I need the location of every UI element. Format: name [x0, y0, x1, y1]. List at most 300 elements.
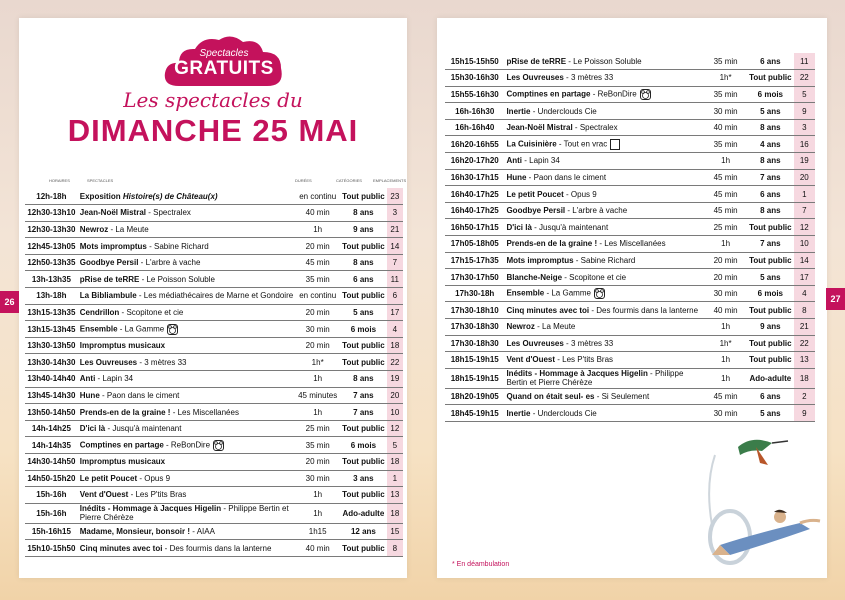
show-audience: 8 ans	[760, 156, 781, 166]
separator: -	[594, 392, 602, 402]
show-time: 15h10-15h50	[27, 543, 76, 553]
separator: -	[563, 73, 571, 83]
show-time: 18h20-19h05	[450, 392, 499, 402]
show-time: 13h30-13h50	[27, 341, 76, 351]
show-time: 13h30-14h30	[27, 357, 76, 367]
show-time: 14h30-14h50	[27, 457, 76, 467]
show-location: 2	[794, 388, 815, 405]
show-duration: 1h	[313, 407, 323, 417]
show-location: 20	[794, 169, 815, 186]
separator: -	[95, 374, 103, 384]
show-company: 3 mètres 33	[144, 357, 187, 367]
show-duration: 45 minutes	[298, 390, 338, 400]
show-title: Impromptus musicaux	[79, 341, 166, 351]
table-row	[25, 221, 403, 238]
show-title: Inédits - Hommage à Jacques Higelin	[79, 503, 222, 513]
show-title-cell	[504, 70, 704, 87]
show-time: 12h-18h	[36, 191, 67, 201]
show-time: 12h30-13h10	[27, 208, 76, 218]
separator: -	[597, 239, 605, 249]
show-time: 15h55-16h30	[450, 89, 499, 99]
show-audience: 4 ans	[760, 139, 781, 149]
show-title: Impromptus musicaux	[79, 457, 166, 467]
show-title-cell	[78, 321, 295, 338]
show-location: 8	[794, 302, 815, 319]
show-company: Spectralex	[153, 208, 191, 218]
table-row	[445, 153, 815, 170]
show-duration: 20 min	[305, 457, 330, 467]
show-title-cell	[78, 221, 295, 238]
show-location: 15	[387, 523, 403, 540]
show-location: 5	[794, 86, 815, 103]
show-duration: 40 min	[305, 208, 330, 218]
show-duration: 1h	[313, 374, 323, 384]
show-audience: Tout public	[342, 291, 385, 301]
separator: -	[531, 222, 540, 232]
separator: -	[162, 543, 170, 553]
show-title-cell	[504, 136, 704, 153]
show-company: Des fourmis dans la lanterne	[169, 543, 272, 553]
show-company: Philippe Bertin et Pierre Chérèze	[79, 503, 289, 523]
show-location: 3	[794, 119, 815, 136]
separator: -	[146, 241, 154, 251]
separator: -	[138, 258, 146, 268]
show-title-cell	[504, 86, 704, 103]
show-title-cell	[78, 540, 295, 557]
show-title-cell	[78, 271, 295, 288]
show-title: Ensemble	[79, 324, 118, 334]
show-audience: Tout public	[342, 357, 385, 367]
show-location: 22	[387, 354, 403, 371]
table-row	[445, 252, 815, 269]
separator: -	[170, 407, 178, 417]
column-headers	[29, 178, 407, 188]
show-duration: 1h	[721, 322, 731, 332]
separator: -	[589, 305, 597, 315]
show-duration: 45 min	[713, 392, 738, 402]
show-location: 17	[387, 304, 403, 321]
separator: -	[563, 189, 571, 199]
show-time: 17h30-18h30	[450, 322, 499, 332]
show-location: 5	[387, 437, 403, 454]
show-duration: 45 min	[713, 172, 738, 182]
show-time: 13h15-13h35	[27, 307, 76, 317]
show-title-cell	[78, 188, 295, 205]
show-location: 4	[794, 285, 815, 302]
show-company: La Gamme	[124, 324, 165, 334]
aerial-artist-illustration	[660, 425, 830, 570]
show-time: 14h-14h25	[31, 424, 71, 434]
show-duration: 1h	[721, 239, 731, 249]
show-location: 7	[387, 254, 403, 271]
show-title-italic: Histoire(s) de Château(x)	[122, 191, 218, 201]
show-title-cell	[504, 53, 704, 70]
show-audience: 6 mois	[757, 289, 783, 299]
table-row	[25, 205, 403, 222]
show-title: Mots impromptus	[506, 255, 574, 265]
show-title-cell	[78, 454, 295, 471]
show-time: 12h45-13h05	[27, 241, 76, 251]
show-audience: 12 ans	[350, 527, 376, 537]
show-company: Si Seulement	[601, 392, 650, 402]
show-company: Scopitone et cie	[126, 307, 184, 317]
show-audience: 6 ans	[353, 274, 374, 284]
page-number-left: 26	[0, 291, 19, 313]
show-company: 3 mètres 33	[570, 73, 614, 83]
show-duration: 35 min	[713, 56, 738, 66]
separator: -	[526, 172, 534, 182]
show-time: 16h20-16h55	[450, 139, 499, 149]
show-duration: 45 min	[305, 258, 330, 268]
separator: -	[562, 272, 570, 282]
table-row	[25, 354, 403, 371]
show-company: La Meute	[542, 322, 576, 332]
show-location: 21	[387, 221, 403, 238]
schedule-table-left	[25, 188, 403, 557]
show-location: 3	[387, 205, 403, 222]
show-company: Tout en vrac	[563, 139, 608, 149]
show-title: Goodbye Persil	[506, 206, 566, 216]
show-location: 13	[387, 487, 403, 504]
show-duration: 1h	[721, 373, 731, 383]
show-duration: 20 min	[305, 341, 330, 351]
show-duration: 1h*	[719, 73, 732, 83]
show-duration: 40 min	[713, 123, 738, 133]
show-time: 12h50-13h35	[27, 258, 76, 268]
show-location: 18	[387, 503, 403, 523]
show-duration: 1h	[313, 490, 323, 500]
baby-bear-icon	[213, 440, 224, 451]
separator: -	[534, 322, 543, 332]
page-subtitle: Les spectacles du	[123, 88, 303, 112]
show-duration: 1h*	[311, 357, 324, 367]
show-company: Jusqu'à maintenant	[112, 424, 182, 434]
table-row	[25, 188, 403, 205]
show-company: Spectralex	[579, 123, 618, 133]
show-title: Blanche-Neige	[506, 272, 563, 282]
badge-main-text: GRATUITS	[174, 58, 274, 79]
footnote: * En déambulation	[452, 561, 510, 568]
accessibility-icon	[610, 139, 620, 150]
show-title: Mots impromptus	[79, 241, 147, 251]
show-duration: en continu	[299, 291, 337, 301]
show-audience: 7 ans	[353, 407, 374, 417]
show-location: 22	[794, 335, 815, 352]
show-duration: 30 min	[713, 106, 738, 116]
separator: -	[565, 206, 573, 216]
show-time: 16h30-17h15	[450, 172, 499, 182]
show-title: Goodbye Persil	[79, 258, 139, 268]
baby-bear-icon	[594, 288, 605, 299]
show-location: 13	[794, 352, 815, 369]
show-title: Cinq minutes avec toi	[506, 305, 590, 315]
page-title: DIMANCHE 25 MAI	[67, 113, 359, 148]
show-company: Les Miscellanées	[177, 407, 239, 417]
show-audience: Tout public	[749, 255, 792, 265]
show-company: Lapin 34	[102, 374, 134, 384]
show-time: 18h15-19h15	[450, 355, 499, 365]
show-time: 15h30-16h30	[450, 73, 499, 83]
show-time: 17h30-18h30	[450, 338, 499, 348]
badge-top-text: Spectacles	[199, 48, 249, 59]
show-company: Les médiathécaires de Marne et Gondoire	[143, 291, 294, 301]
show-title: Comptines en partage	[79, 440, 164, 450]
show-location: 10	[387, 404, 403, 421]
show-duration: 1h*	[719, 338, 732, 348]
separator: -	[146, 208, 154, 218]
show-title: Anti	[506, 156, 523, 166]
show-audience: Tout public	[342, 241, 385, 251]
show-time: 13h50-14h50	[27, 407, 76, 417]
show-title-cell	[504, 236, 704, 253]
show-title-cell	[504, 103, 704, 120]
show-title: Anti	[79, 374, 96, 384]
show-company: Les P'tits Bras	[135, 490, 187, 500]
show-title-cell	[78, 254, 295, 271]
show-title-cell	[78, 387, 295, 404]
show-audience: 3 ans	[353, 473, 374, 483]
show-title-cell	[504, 219, 704, 236]
table-row	[445, 202, 815, 219]
show-title-cell	[78, 238, 295, 255]
separator: -	[556, 139, 564, 149]
show-duration: 1h	[313, 224, 323, 234]
show-audience: 9 ans	[353, 224, 374, 234]
show-title-cell	[78, 337, 295, 354]
show-title-cell	[78, 304, 295, 321]
show-time: 12h30-13h30	[27, 224, 76, 234]
show-title: Madame, Monsieur, bonsoir !	[79, 527, 191, 537]
table-row	[25, 437, 403, 454]
show-location: 7	[794, 202, 815, 219]
show-location: 9	[794, 103, 815, 120]
show-title: Quand on était seul- es	[506, 392, 595, 402]
show-title: D'ici là	[79, 424, 106, 434]
table-row	[25, 371, 403, 388]
show-audience: Ado-adulte	[342, 508, 385, 518]
show-company: L'arbre à vache	[145, 258, 201, 268]
show-audience: 5 ans	[760, 272, 781, 282]
show-audience: 6 mois	[757, 89, 783, 99]
table-row	[445, 186, 815, 203]
show-title: Vent d'Ouest	[79, 490, 129, 500]
show-title: Comptines en partage	[506, 89, 591, 99]
show-duration: 45 min	[713, 189, 738, 199]
show-title-cell	[504, 119, 704, 136]
show-title-cell	[78, 354, 295, 371]
schedule-table-right	[445, 53, 815, 422]
show-audience: Tout public	[342, 490, 385, 500]
show-company: Opus 9	[570, 189, 597, 199]
separator: -	[563, 338, 571, 348]
separator: -	[572, 123, 580, 133]
show-time: 18h15-19h15	[450, 373, 499, 383]
separator: -	[139, 274, 147, 284]
show-time: 15h-16h	[36, 508, 67, 518]
show-duration: 20 min	[305, 307, 330, 317]
show-title: La Bibliambule	[79, 291, 137, 301]
show-location: 14	[794, 252, 815, 269]
show-duration: 40 min	[305, 543, 330, 553]
baby-bear-icon	[640, 89, 651, 100]
show-audience: Tout public	[749, 73, 792, 83]
show-audience: Tout public	[749, 355, 792, 365]
show-time: 13h15-13h45	[27, 324, 76, 334]
show-title: Les Ouvreuses	[79, 357, 138, 367]
separator: -	[137, 357, 145, 367]
show-location: 6	[387, 288, 403, 305]
header-times: HORAIRES	[49, 178, 70, 183]
show-company: Jusqu'à maintenant	[539, 222, 609, 232]
show-location: 12	[794, 219, 815, 236]
show-duration: 1h	[721, 355, 731, 365]
table-row	[445, 70, 815, 87]
show-audience: 8 ans	[760, 206, 781, 216]
show-duration: 35 min	[305, 440, 330, 450]
show-company: Paon dans le ciment	[106, 390, 180, 400]
separator: -	[573, 255, 581, 265]
show-location: 17	[794, 269, 815, 286]
table-row	[25, 337, 403, 354]
show-title: Le petit Poucet	[506, 189, 564, 199]
table-row	[25, 540, 403, 557]
show-time: 16h50-17h15	[450, 222, 499, 232]
show-company: Underclouds Cie	[537, 408, 597, 418]
show-location: 10	[794, 236, 815, 253]
show-title-cell	[504, 202, 704, 219]
show-audience: 6 mois	[350, 440, 377, 450]
separator: -	[566, 56, 574, 66]
show-time: 16h-16h30	[455, 106, 495, 116]
show-audience: Tout public	[342, 543, 385, 553]
show-title-cell	[78, 487, 295, 504]
show-duration: en continu	[299, 191, 337, 201]
table-row	[445, 302, 815, 319]
show-location: 18	[387, 337, 403, 354]
baby-bear-icon	[167, 324, 178, 335]
show-title-cell	[78, 404, 295, 421]
header-category: CATÉGORIES	[336, 178, 362, 183]
separator: -	[108, 224, 116, 234]
show-title-cell	[504, 153, 704, 170]
show-time: 14h-14h35	[31, 440, 71, 450]
left-page	[19, 18, 407, 578]
show-duration: 20 min	[713, 272, 738, 282]
show-audience: Tout public	[342, 341, 385, 351]
show-audience: Ado-adulte	[749, 373, 792, 383]
table-row	[25, 304, 403, 321]
table-row	[25, 321, 403, 338]
table-row	[445, 169, 815, 186]
separator: -	[522, 156, 530, 166]
show-audience: Tout public	[749, 338, 792, 348]
table-row	[25, 454, 403, 471]
show-company: Paon dans le ciment	[533, 172, 607, 182]
show-time: 13h-18h	[36, 291, 67, 301]
show-company: 3 mètres 33	[570, 338, 614, 348]
show-location: 23	[387, 188, 403, 205]
show-company: L'arbre à vache	[572, 206, 628, 216]
table-row	[25, 523, 403, 540]
show-location: 19	[794, 153, 815, 170]
table-row	[445, 319, 815, 336]
table-row	[445, 368, 815, 388]
show-title-cell	[78, 523, 295, 540]
show-title: Inédits - Hommage à Jacques Higelin	[506, 368, 648, 378]
show-company: ReBonDire	[597, 89, 637, 99]
show-duration: 1h	[313, 508, 323, 518]
show-company: Sabine Richard	[580, 255, 636, 265]
show-company: Underclouds Cie	[537, 106, 597, 116]
show-title: D'ici là	[506, 222, 532, 232]
show-location: 22	[794, 70, 815, 87]
header-duration: DURÉES	[295, 178, 312, 183]
show-time: 15h15-15h50	[450, 56, 499, 66]
show-title: Vent d'Ouest	[506, 355, 556, 365]
show-company: AIAA	[196, 527, 215, 537]
table-row	[445, 285, 815, 302]
show-company: Sabine Richard	[153, 241, 209, 251]
separator: -	[221, 503, 229, 513]
show-company: Philippe Bertin et Pierre Chérèze	[506, 368, 684, 388]
show-audience: Tout public	[342, 457, 385, 467]
show-title: Ensemble	[506, 288, 545, 298]
show-title: Newroz	[506, 322, 535, 332]
table-row	[445, 269, 815, 286]
header-location: EMPLACEMENTS	[373, 178, 407, 183]
show-time: 16h20-17h20	[450, 156, 499, 166]
show-title-cell	[504, 285, 704, 302]
show-title-cell	[78, 288, 295, 305]
show-duration: 40 min	[713, 305, 738, 315]
show-location: 11	[794, 53, 815, 70]
table-row	[25, 404, 403, 421]
table-row	[445, 405, 815, 422]
separator: -	[590, 89, 598, 99]
show-location: 21	[794, 319, 815, 336]
show-time: 13h40-14h40	[27, 374, 76, 384]
show-title-cell	[504, 269, 704, 286]
show-time: 17h30-17h50	[450, 272, 499, 282]
table-row	[25, 420, 403, 437]
show-company: Des fourmis dans la lanterne	[596, 305, 699, 315]
show-location: 11	[387, 271, 403, 288]
table-row	[25, 238, 403, 255]
show-time: 17h30-18h10	[450, 305, 499, 315]
show-title: pRise de teRRE	[79, 274, 140, 284]
show-title-cell	[78, 371, 295, 388]
show-audience: 8 ans	[353, 374, 374, 384]
separator: -	[128, 490, 136, 500]
table-row	[445, 119, 815, 136]
table-row	[445, 53, 815, 70]
show-title-cell	[78, 205, 295, 222]
show-duration: 1h	[721, 156, 731, 166]
show-audience: 5 ans	[353, 307, 374, 317]
show-duration: 30 min	[305, 324, 330, 334]
show-audience: 6 mois	[350, 324, 377, 334]
show-duration: 1h15	[308, 527, 327, 537]
show-time: 17h15-17h35	[450, 255, 499, 265]
show-title: Hune	[79, 390, 100, 400]
show-location: 18	[794, 368, 815, 388]
separator: -	[647, 368, 655, 378]
show-audience: Tout public	[342, 191, 385, 201]
separator: -	[555, 355, 563, 365]
show-duration: 20 min	[305, 241, 330, 251]
show-title-cell	[504, 405, 704, 422]
show-title-cell	[504, 335, 704, 352]
